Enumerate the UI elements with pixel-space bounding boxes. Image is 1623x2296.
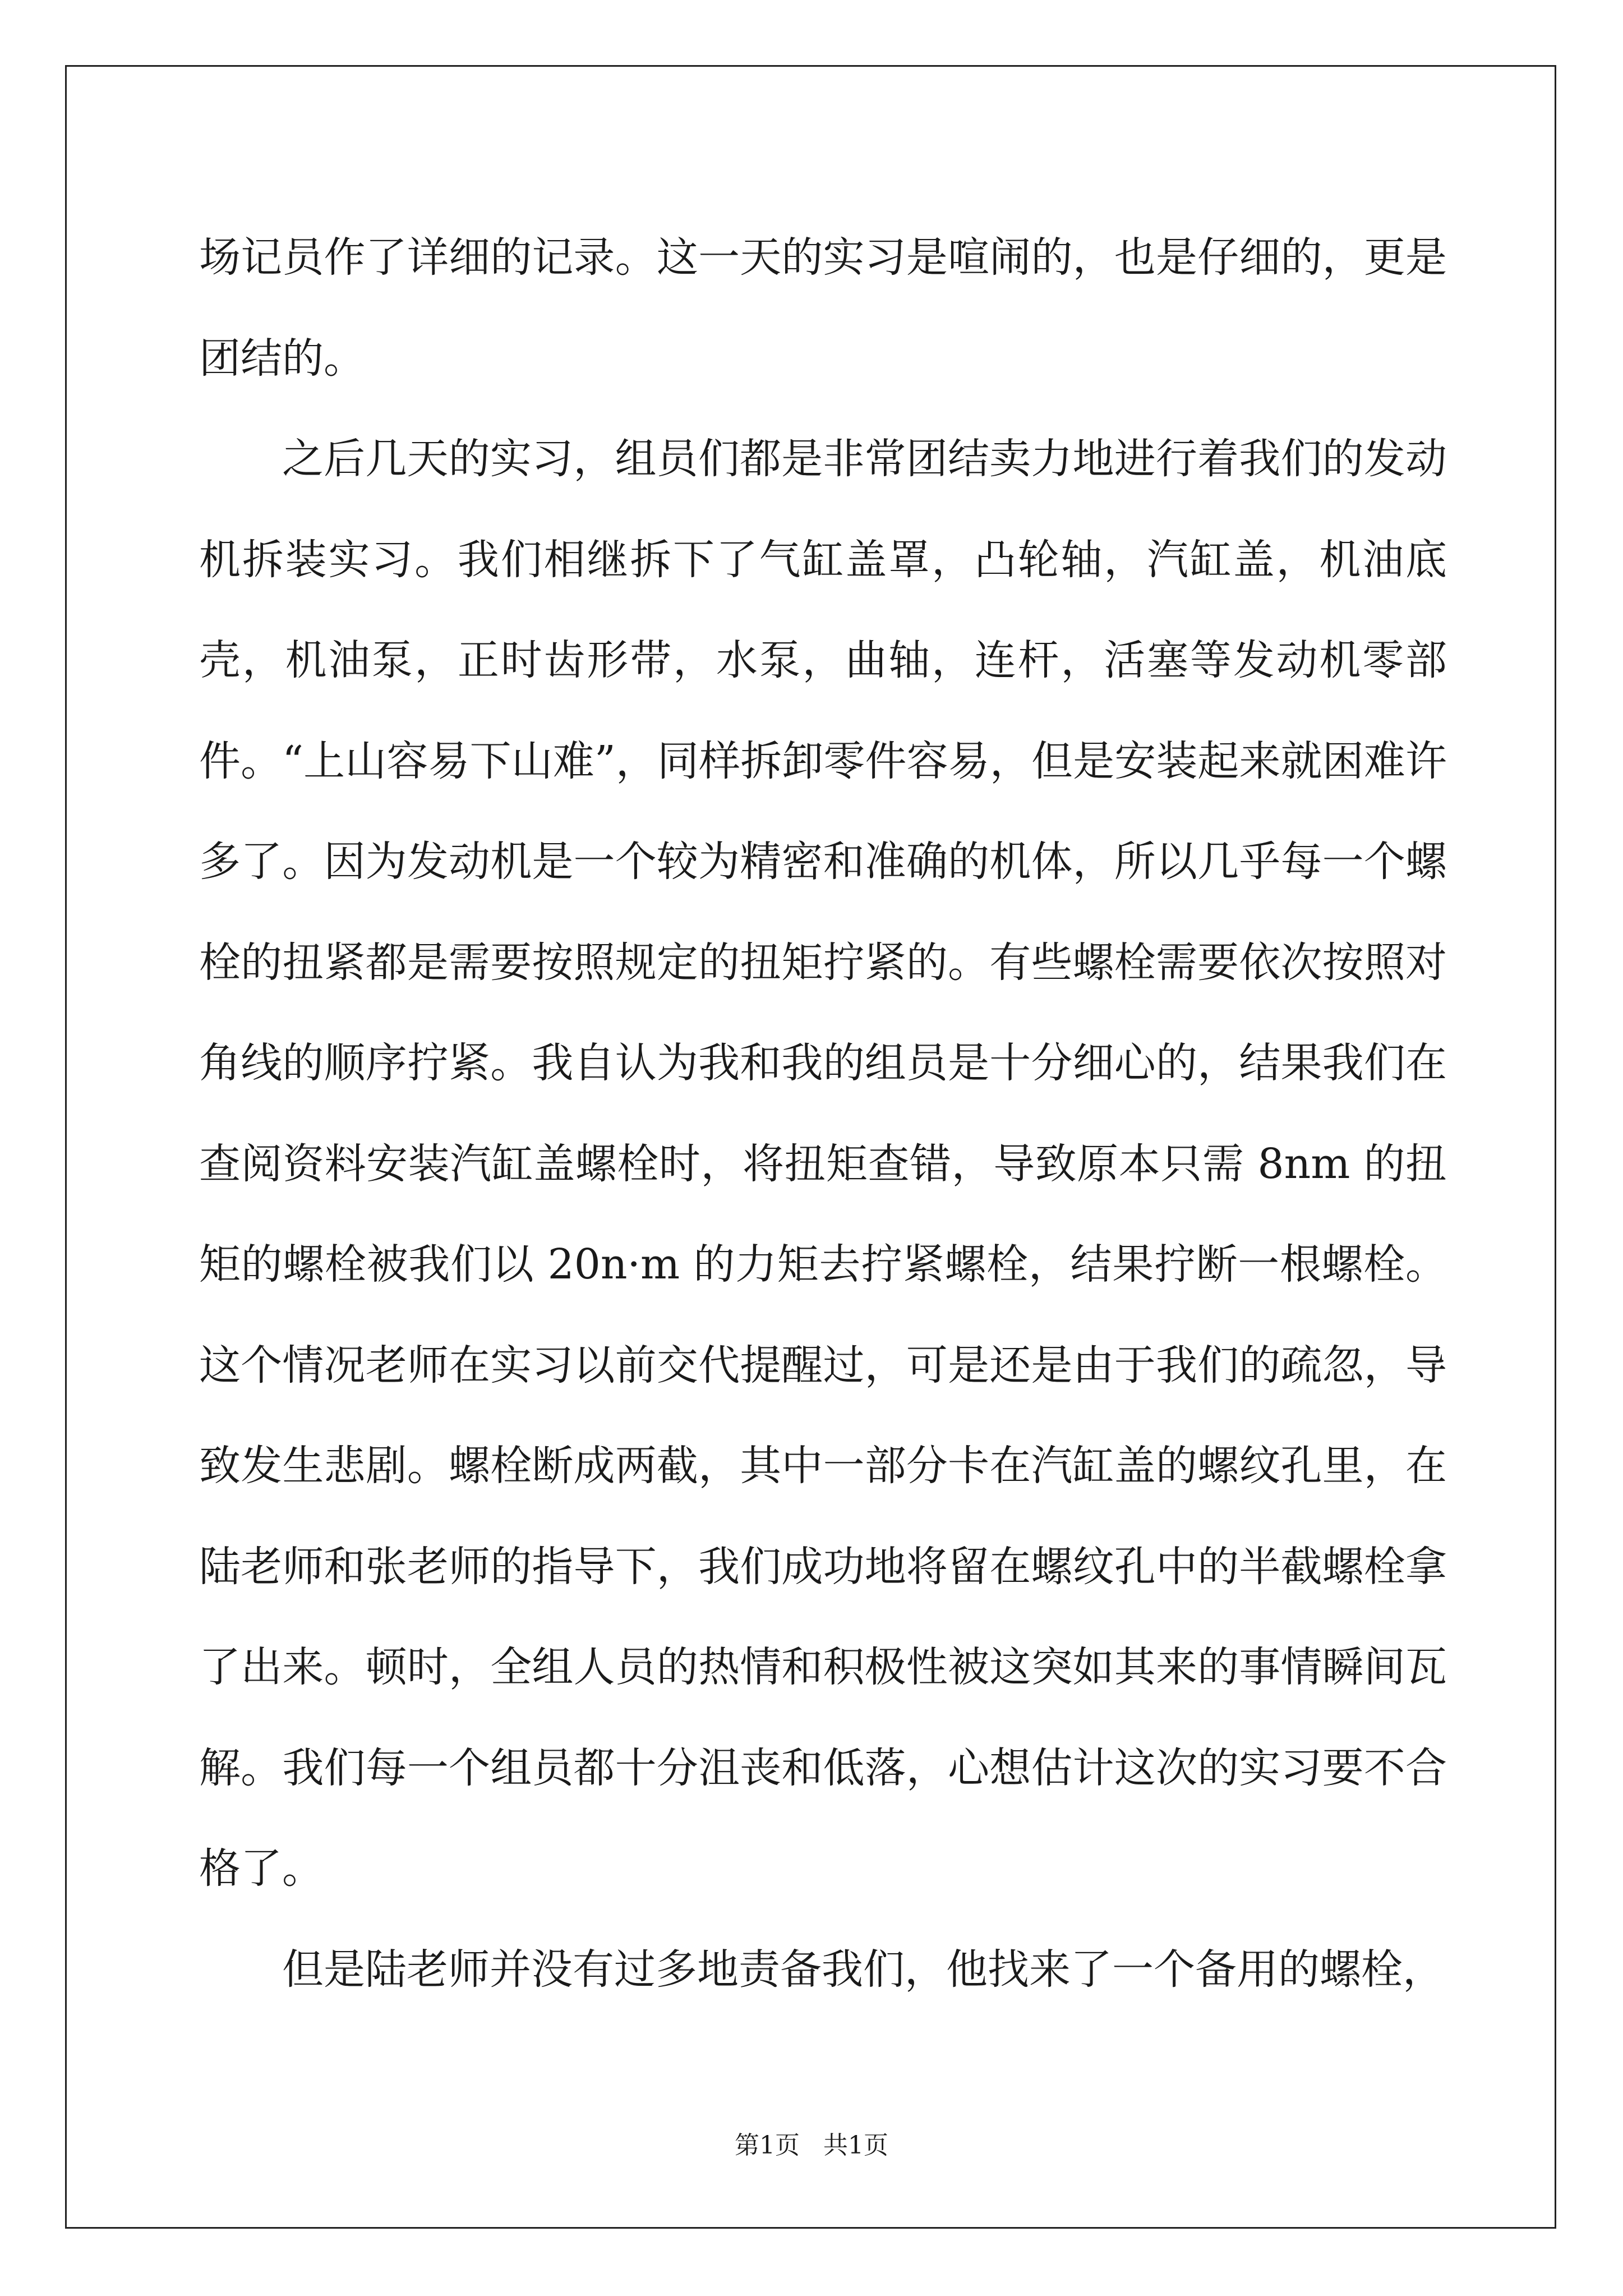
document-body (199, 208, 1447, 2020)
paragraph-2: 之后几天的实习，组员们都是非常团结卖力地进行着我们的发动机拆装实习。我们相继拆下了气缸盖罩，凸轮轴，汽缸盖，机油底壳，机油泵，正时齿形带，水泵，曲轴，连杆，活塞等发动机零部件。“上山容易下山难”，同样拆卸零件容易，但是安装起来就困难许多了。因为发动机是一个较为精密和准确的机体，所以几乎每一个螺栓的扭紧都是需要按照规定的扭矩拧紧的。有些螺栓需要依次按照对角线的顺序拧紧。我自认为我和我的组员是十分细心的，结果我们在查阅资料安装汽缸盖螺栓时，将扭矩查错，导致原本只需 8nm 的扭矩的螺栓被我们以 20n·m 的力矩去拧紧螺栓，结果拧断一根螺栓。这个情况老师在实习以前交代提醒过，可是还是由于我们的疏忽，导致发生悲剧。螺栓断成两截，其中一部分卡在汽缸盖的螺纹孔里，在陆老师和张老师的指导下，我们成功地将留在螺纹孔中的半截螺栓拿了出来。顿时，全组人员的热情和积极性被这突如其来的事情瞬间瓦解。我们每一个组员都十分沮丧和低落，心想估计这次的实习要不合格了。 (199, 435, 1447, 1893)
paragraph-3: 但是陆老师并没有过多地责备我们，他找来了一个备用的螺栓， (282, 1945, 1444, 1994)
page-footer: 第1页 共1页 (735, 2131, 888, 2160)
paragraph-1: 场记员作了详细的记录。这一天的实习是喧闹的，也是仔细的，更是团结的。 (199, 233, 1447, 383)
